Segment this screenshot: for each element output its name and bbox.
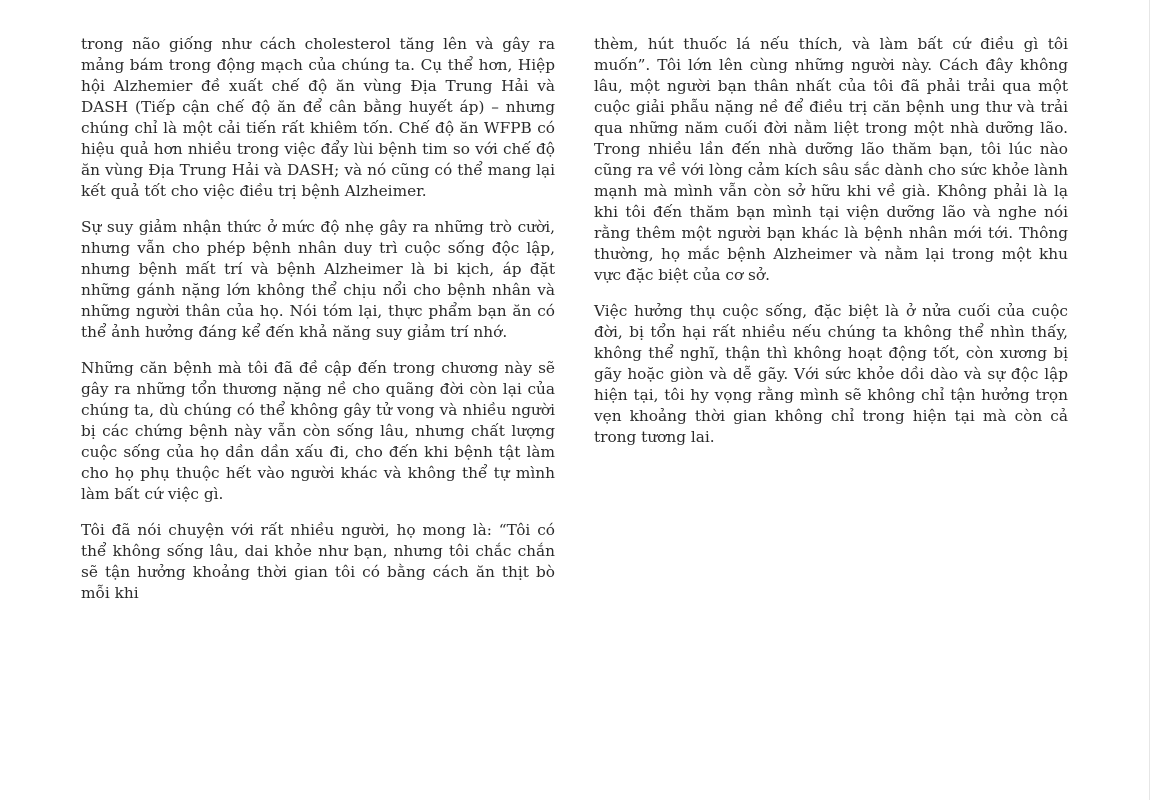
left-column	[81, 34, 555, 619]
paragraph: trong não giống như cách cholesterol tăng lên và gây ra mảng bám trong động mạch của chúng ta. Cụ thể hơn, Hiệp hội Alzhemier đề xuất chế độ ăn vùng Địa Trung Hải và DASH (Tiếp cận chế độ ăn để cân bằng huyết áp) – nhưng chúng chỉ là một cải tiến rất khiêm tốn. Chế độ ăn WFPB có hiệu quả hơn nhiều trong việc đẩy lùi bệnh tim so với chế độ ăn vùng Địa Trung Hải và DASH; và nó cũng có thể mang lại kết quả tốt cho việc điều trị bệnh Alzheimer.	[81, 35, 555, 200]
paragraph: Tôi đã nói chuyện với rất nhiều người, họ mong là: “Tôi có thể không sống lâu, dai khỏe như bạn, nhưng tôi chắc chắn sẽ tận hưởng khoảng thời gian tôi có bằng cách ăn thịt bò mỗi khi	[81, 521, 555, 602]
paragraph: thèm, hút thuốc lá nếu thích, và làm bất cứ điều gì tôi muốn”. Tôi lớn lên cùng những người này. Cách đây không lâu, một người bạn thân nhất của tôi đã phải trải qua một cuộc giải phẫu nặng nề để điều trị căn bệnh ung thư và trải qua những năm cuối đời nằm liệt trong một nhà dưỡng lão. Trong nhiều lần đến nhà dưỡng lão thăm bạn, tôi lúc nào cũng ra về với lòng cảm kích sâu sắc dành cho sức khỏe lành mạnh mà mình vẫn còn sở hữu khi về già. Không phải là lạ khi tôi đến thăm bạn mình tại viện dưỡng lão và nghe nói rằng thêm một người bạn khác là bệnh nhân mới tới. Thông thường, họ mắc bệnh Alzheimer và nằm lại trong một khu vực đặc biệt của cơ sở.	[594, 35, 1068, 284]
paragraph: Sự suy giảm nhận thức ở mức độ nhẹ gây ra những trò cười, nhưng vẫn cho phép bệnh nhân duy trì cuộc sống độc lập, nhưng bệnh mất trí và bệnh Alzheimer là bi kịch, áp đặt những gánh nặng lớn không thể chịu nổi cho bệnh nhân và những người thân của họ. Nói tóm lại, thực phẩm bạn ăn có thể ảnh hưởng đáng kể đến khả năng suy giảm trí nhớ.	[81, 218, 555, 341]
paragraph: Những căn bệnh mà tôi đã đề cập đến trong chương này sẽ gây ra những tổn thương nặng nề cho quãng đời còn lại của chúng ta, dù chúng có thể không gây tử vong và nhiều người bị các chứng bệnh này vẫn còn sống lâu, nhưng chất lượng cuộc sống của họ dần dần xấu đi, cho đến khi bệnh tật làm cho họ phụ thuộc hết vào người khác và không thể tự mình làm bất cứ việc gì.	[81, 359, 555, 503]
paragraph: Việc hưởng thụ cuộc sống, đặc biệt là ở nửa cuối của cuộc đời, bị tổn hại rất nhiều nếu chúng ta không thể nhìn thấy, không thể nghĩ, thận thì không hoạt động tốt, còn xương bị gãy hoặc giòn và dễ gãy. Với sức khỏe dồi dào và sự độc lập hiện tại, tôi hy vọng rằng mình sẽ không chỉ tận hưởng trọn vẹn khoảng thời gian không chỉ trong hiện tại mà còn cả trong tương lai.	[594, 302, 1068, 446]
right-column	[594, 34, 1068, 463]
